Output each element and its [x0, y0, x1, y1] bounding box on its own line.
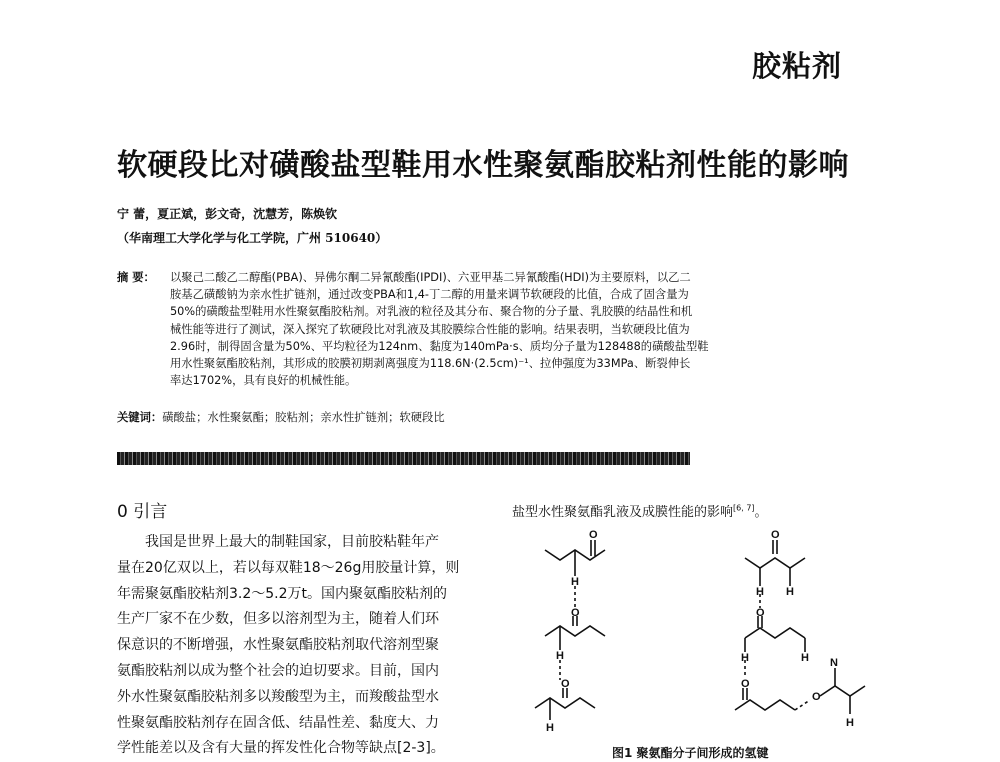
chain-right-top [745, 558, 805, 568]
right-column-end: 。 [754, 505, 768, 520]
atom-label-h: H [556, 650, 564, 662]
author-list: 宁 蕾，夏正斌，彭文奇，沈慧芳，陈焕钦 [117, 207, 338, 221]
paragraph-line: 量在20亿双以上，若以每双鞋18～26g用胶量计算，则 [117, 559, 460, 576]
keywords [117, 409, 445, 425]
atom-label-o: O [589, 529, 598, 541]
atom-label-h: H [756, 586, 764, 598]
paragraph-line: 外水性聚氨酯胶粘剂多以羧酸型为主，而羧酸盐型水 [117, 688, 439, 705]
atom-label-h: H [846, 717, 854, 729]
paragraph-line: 性聚氨酯胶粘剂存在固含低、结晶性差、黏度大、力 [117, 714, 439, 731]
abstract-line: 用水性聚氨酯胶粘剂，其形成的胶膜初期剥离强度为118.6N·(2.5cm)⁻¹、拉伸强度为33MPa、断裂伸长 [170, 357, 691, 371]
paragraph-line: 氨酯胶粘剂以成为整个社会的迫切要求。目前，国内 [117, 662, 439, 679]
atom-label-h: H [546, 722, 554, 734]
abstract-line: 50%的磺酸盐型鞋用水性聚氨酯胶粘剂。对乳液的粒径及其分布、聚合物的分子量、乳胶膜的结晶性和机 [170, 305, 693, 319]
journal-section-label: 胶粘剂 [751, 49, 842, 83]
paragraph-line: 年需聚氨酯胶粘剂3.2～5.2万t。国内聚氨酯胶粘剂的 [117, 585, 448, 602]
abstract-line: 率达1702%，具有良好的机械性能。 [170, 374, 357, 388]
atom-label-o: O [756, 607, 765, 619]
right-column-text [512, 501, 768, 520]
chain-left-bottom [535, 698, 595, 708]
atom-label-h: H [741, 652, 749, 664]
atom-label-h: H [801, 652, 809, 664]
atom-label-o: O [561, 678, 570, 690]
chain-right-side [820, 686, 865, 696]
figure-atom-labels [546, 529, 854, 734]
abstract [117, 269, 807, 389]
affiliation: （华南理工大学化学与化工学院，广州 510640） [117, 231, 388, 245]
figure-caption: 图1 聚氨酯分子间形成的氢键 [612, 746, 769, 760]
abstract-line: 械性能等进行了测试，深入探究了软硬段比对乳液及其胶膜综合性能的影响。结果表明，当软硬段比值为 [170, 322, 690, 336]
nh-bond-right-mid [745, 638, 805, 652]
article-title: 软硬段比对磺酸盐型鞋用水性聚氨酯胶粘剂性能的影响 [117, 148, 849, 183]
keywords-label: 关键词： [117, 411, 163, 424]
abstract-line: 2.96时，制得固含量为50%、平均粒径为124nm、黏度为140mPa·s、质均分子量为128488的磺酸盐型鞋 [170, 339, 709, 353]
keywords-text: 磺酸盐；水性聚氨酯；胶粘剂；亲水性扩链剂；软硬段比 [162, 411, 445, 424]
atom-label-h: H [571, 576, 579, 588]
carbonyl-left-top [591, 540, 595, 556]
paragraph-line: 我国是世界上最大的制鞋国家，目前胶粘鞋年产 [145, 534, 439, 550]
abstract-label: 摘 要： [117, 271, 155, 284]
carbonyl-right-top [773, 540, 777, 554]
atom-label-h: H [786, 586, 794, 598]
section-heading-intro: 0 引言 [117, 502, 168, 522]
abstract-line: 胺基乙磺酸钠为亲水性扩链剂，通过改变PBA和1,4-丁二醇的用量来调节软硬段的比值，合成了固含量为 [170, 288, 689, 302]
abstract-body [170, 269, 807, 389]
citation-ref: [6, 7] [733, 503, 755, 513]
atom-label-o: O [741, 678, 750, 690]
chain-left-mid [545, 626, 605, 636]
hydrogen-bond-figure [520, 528, 870, 738]
intro-paragraph [117, 530, 485, 762]
atom-label-n: N [830, 657, 838, 669]
abstract-line: 以聚己二酸乙二醇酯(PBA)、异佛尔酮二异氰酸酯(IPDI)、六亚甲基二异氰酸酯(HDI)为主要原料，以乙二 [170, 271, 691, 284]
decorative-divider-bar [117, 452, 690, 465]
paragraph-line: 学性能差以及含有大量的挥发性化合物等缺点[2-3]。 [117, 740, 445, 757]
chain-right-bottom [735, 700, 795, 710]
paragraph-line: 保意识的不断增强，水性聚氨酯胶粘剂取代溶剂型聚 [117, 637, 439, 654]
paragraph-line: 生产厂家不在少数，但多以溶剂型为主，随着人们环 [117, 611, 439, 628]
hbond-right-3 [795, 700, 810, 710]
atom-label-o: O [812, 691, 821, 703]
atom-label-o: O [771, 529, 780, 541]
right-column-line: 盐型水性聚氨酯乳液及成膜性能的影响 [512, 505, 734, 520]
chain-right-mid [745, 628, 805, 638]
atom-label-o: O [571, 607, 580, 619]
